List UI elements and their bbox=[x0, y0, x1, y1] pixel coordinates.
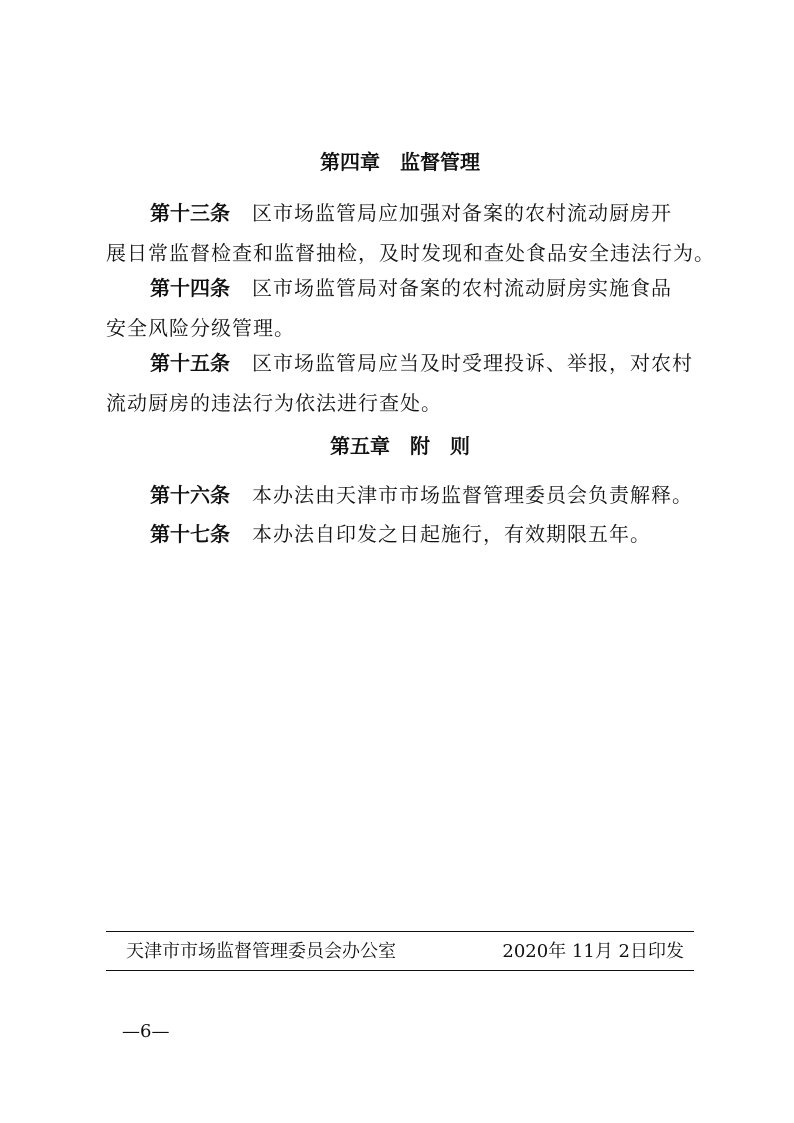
article-16 bbox=[106, 475, 696, 515]
article-13-text-line1: 区市场监管局应加强对备案的农村流动厨房开 bbox=[252, 201, 672, 225]
page-number: —6— bbox=[122, 1021, 170, 1042]
chapter-5-heading: 第五章 附 则 bbox=[330, 434, 470, 458]
article-14-text-line2: 安全风险分级管理。 bbox=[106, 316, 295, 340]
article-16-label: 第十六条 bbox=[150, 483, 230, 507]
article-14-text-line1: 区市场监管局对备案的农村流动厨房实施食品 bbox=[252, 276, 672, 300]
article-15-label: 第十五条 bbox=[150, 351, 230, 375]
chapter-4-heading: 第四章 监督管理 bbox=[320, 150, 480, 174]
article-15 bbox=[106, 343, 696, 423]
footer-issuer: 天津市市场监督管理委员会办公室 bbox=[126, 941, 396, 962]
article-14 bbox=[106, 268, 696, 348]
article-17 bbox=[106, 514, 696, 554]
article-17-label: 第十七条 bbox=[150, 522, 230, 546]
footer-top-rule bbox=[106, 931, 694, 932]
article-15-text-line1: 区市场监管局应当及时受理投诉、举报，对农村 bbox=[252, 351, 693, 375]
footer-bottom-rule bbox=[106, 970, 694, 971]
article-17-text-line1: 本办法自印发之日起施行，有效期限五年。 bbox=[252, 522, 651, 546]
article-13-text-line2: 展日常监督检查和监督抽检，及时发现和查处食品安全违法行为。 bbox=[106, 241, 715, 265]
footer-issue-date: 2020年 11月 2日印发 bbox=[502, 941, 684, 962]
article-15-text-line2: 流动厨房的违法行为依法进行查处。 bbox=[106, 391, 442, 415]
article-16-text-line1: 本办法由天津市市场监督管理委员会负责解释。 bbox=[252, 483, 693, 507]
article-13-label: 第十三条 bbox=[150, 201, 230, 225]
article-14-label: 第十四条 bbox=[150, 276, 230, 300]
article-13 bbox=[106, 193, 715, 273]
